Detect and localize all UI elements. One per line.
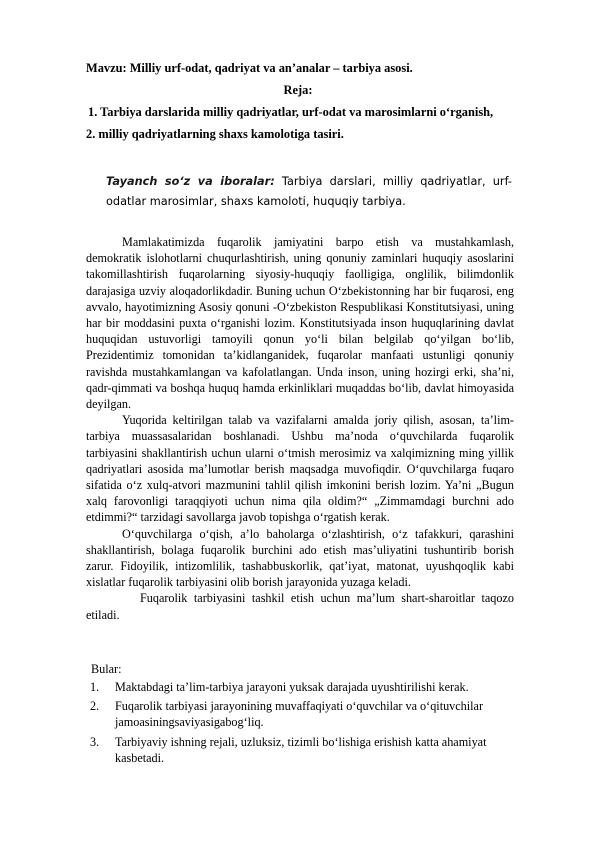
plan-heading: Reja: (283, 83, 313, 97)
keywords-label: Tayanch so‘z va iboralar: (106, 175, 275, 188)
paragraph: Fuqarolik tarbiyasini tashkil etish uchun ma’lum shart-sharoitlar taqozo etiladi. (86, 591, 514, 622)
topic-title: Mavzu: Milliy urf-odat, qadriyat va an’analar – tarbiya asosi. (86, 61, 413, 75)
body-text (86, 234, 514, 623)
list-number: 2. (90, 699, 100, 714)
list-number: 3. (90, 734, 100, 749)
numbered-list (90, 679, 520, 769)
list-number: 1. (90, 680, 100, 694)
paragraph: Mamlakatimizda fuqarolik jamiyatini barpo etish va mustahkamlash, demokratik islohotlarni chuqurlashtirish, uning qonuniy zaminlari huquqiy asoslarini takomillashtirish fuqarolarning siyosiy-huquqiy faolligiga, onglilik, bilimdonlik darajasiga uzviy aloqadorlikdadir. Buning uchun O‘zbekistonning har bir fuqarosi, eng avvalo, hayotimizning Asosiy qonuni -O‘zbekiston Respublikasi Konstitutsiyasi, uning har bir moddasini puxta o‘rganishi lozim. Konstitutsiyada inson huquqlarining davlat huquqidan ustuvorligi tamoyili qonun yo‘li bilan belgilab qo‘yilgan bo‘lib, Prezidentimiz tomonidan ta’kidlanganidek, fuqarolar manfaati ustunligi qonuniy ravishda mustahkamlangan va kafolatlangan. Unda inson, uning hozirgi erki, sha’ni, qadr-qimmati va boshqa huquq hamda erkinliklari muqaddas bo‘lib, davlat himoyasida deyilgan. (86, 235, 514, 412)
list-item (90, 734, 520, 766)
keywords-text: Tarbiya darslari, milliy qadriyatlar, urf-odatlar marosimlar, shaxs kamoloti, huquqiy tarbiya. (106, 175, 513, 208)
list-item (90, 698, 520, 730)
plan-item-2: 2. milliy qadriyatlarning shaxs kamolotiga tasiri. (86, 127, 344, 141)
list-text: Fuqarolik tarbiyasi jarayonining muvaffaqiyati o‘quvchilar va o‘qituvchilar jamoasiningsaviyasigabog‘liq. (115, 699, 484, 730)
paragraph: Yuqorida keltirilgan talab va vazifalarni amalda joriy qilish, asosan, ta’lim-tarbiya muassasalaridan boshlanadi. Ushbu ma’noda o‘quvchilarda fuqarolik tarbiyasini shakllantirish uchun ularni o‘tmish merosimiz va xalqimizning ming yillik qadriyatlari asosida ma’lumotlar berish maqsadga muvofiqdir. O‘quvchilarga fuqaro sifatida o‘z xulq-atvori mazmunini tahlil qilish imkonini berish lozim. Ya’ni „Bugun xalq farovonligi taraqqiyoti uchun nima qila oldim?“ „Zimmamdagi burchni ado etdimmi?“ tarzidagi savollarga javob topishga o‘rgatish kerak. (86, 413, 514, 525)
list-heading: Bular: (91, 662, 122, 676)
plan-item-1: 1. Tarbiya darslarida milliy qadriyatlar, urf-odat va marosimlarni o‘rganish, (88, 105, 494, 119)
list-text: Tarbiyaviy ishning rejali, uzluksiz, tizimli bo‘lishiga erishish katta ahamiyat kasbetadi. (115, 734, 487, 765)
paragraph: O‘quvchilarga o‘qish, a’lo baholarga o‘zlashtirish, o‘z tafakkuri, qarashini shakllantirish, bolaga fuqarolik burchini ado etish mas’uliyatini tushuntirib borish zarur. Fidoyilik, intizomlilik, tashabbuskorlik, qat’iyat, matonat, uyushqoqlik kabi xislatlar fuqarolik tarbiyasini olib borish jarayonida yuzaga keladi. (86, 526, 514, 590)
keywords-block (106, 172, 512, 212)
list-text: Maktabdagi ta’lim-tarbiya jarayoni yuksak darajada uyushtirilishi kerak. (115, 680, 469, 694)
list-item (90, 679, 520, 695)
